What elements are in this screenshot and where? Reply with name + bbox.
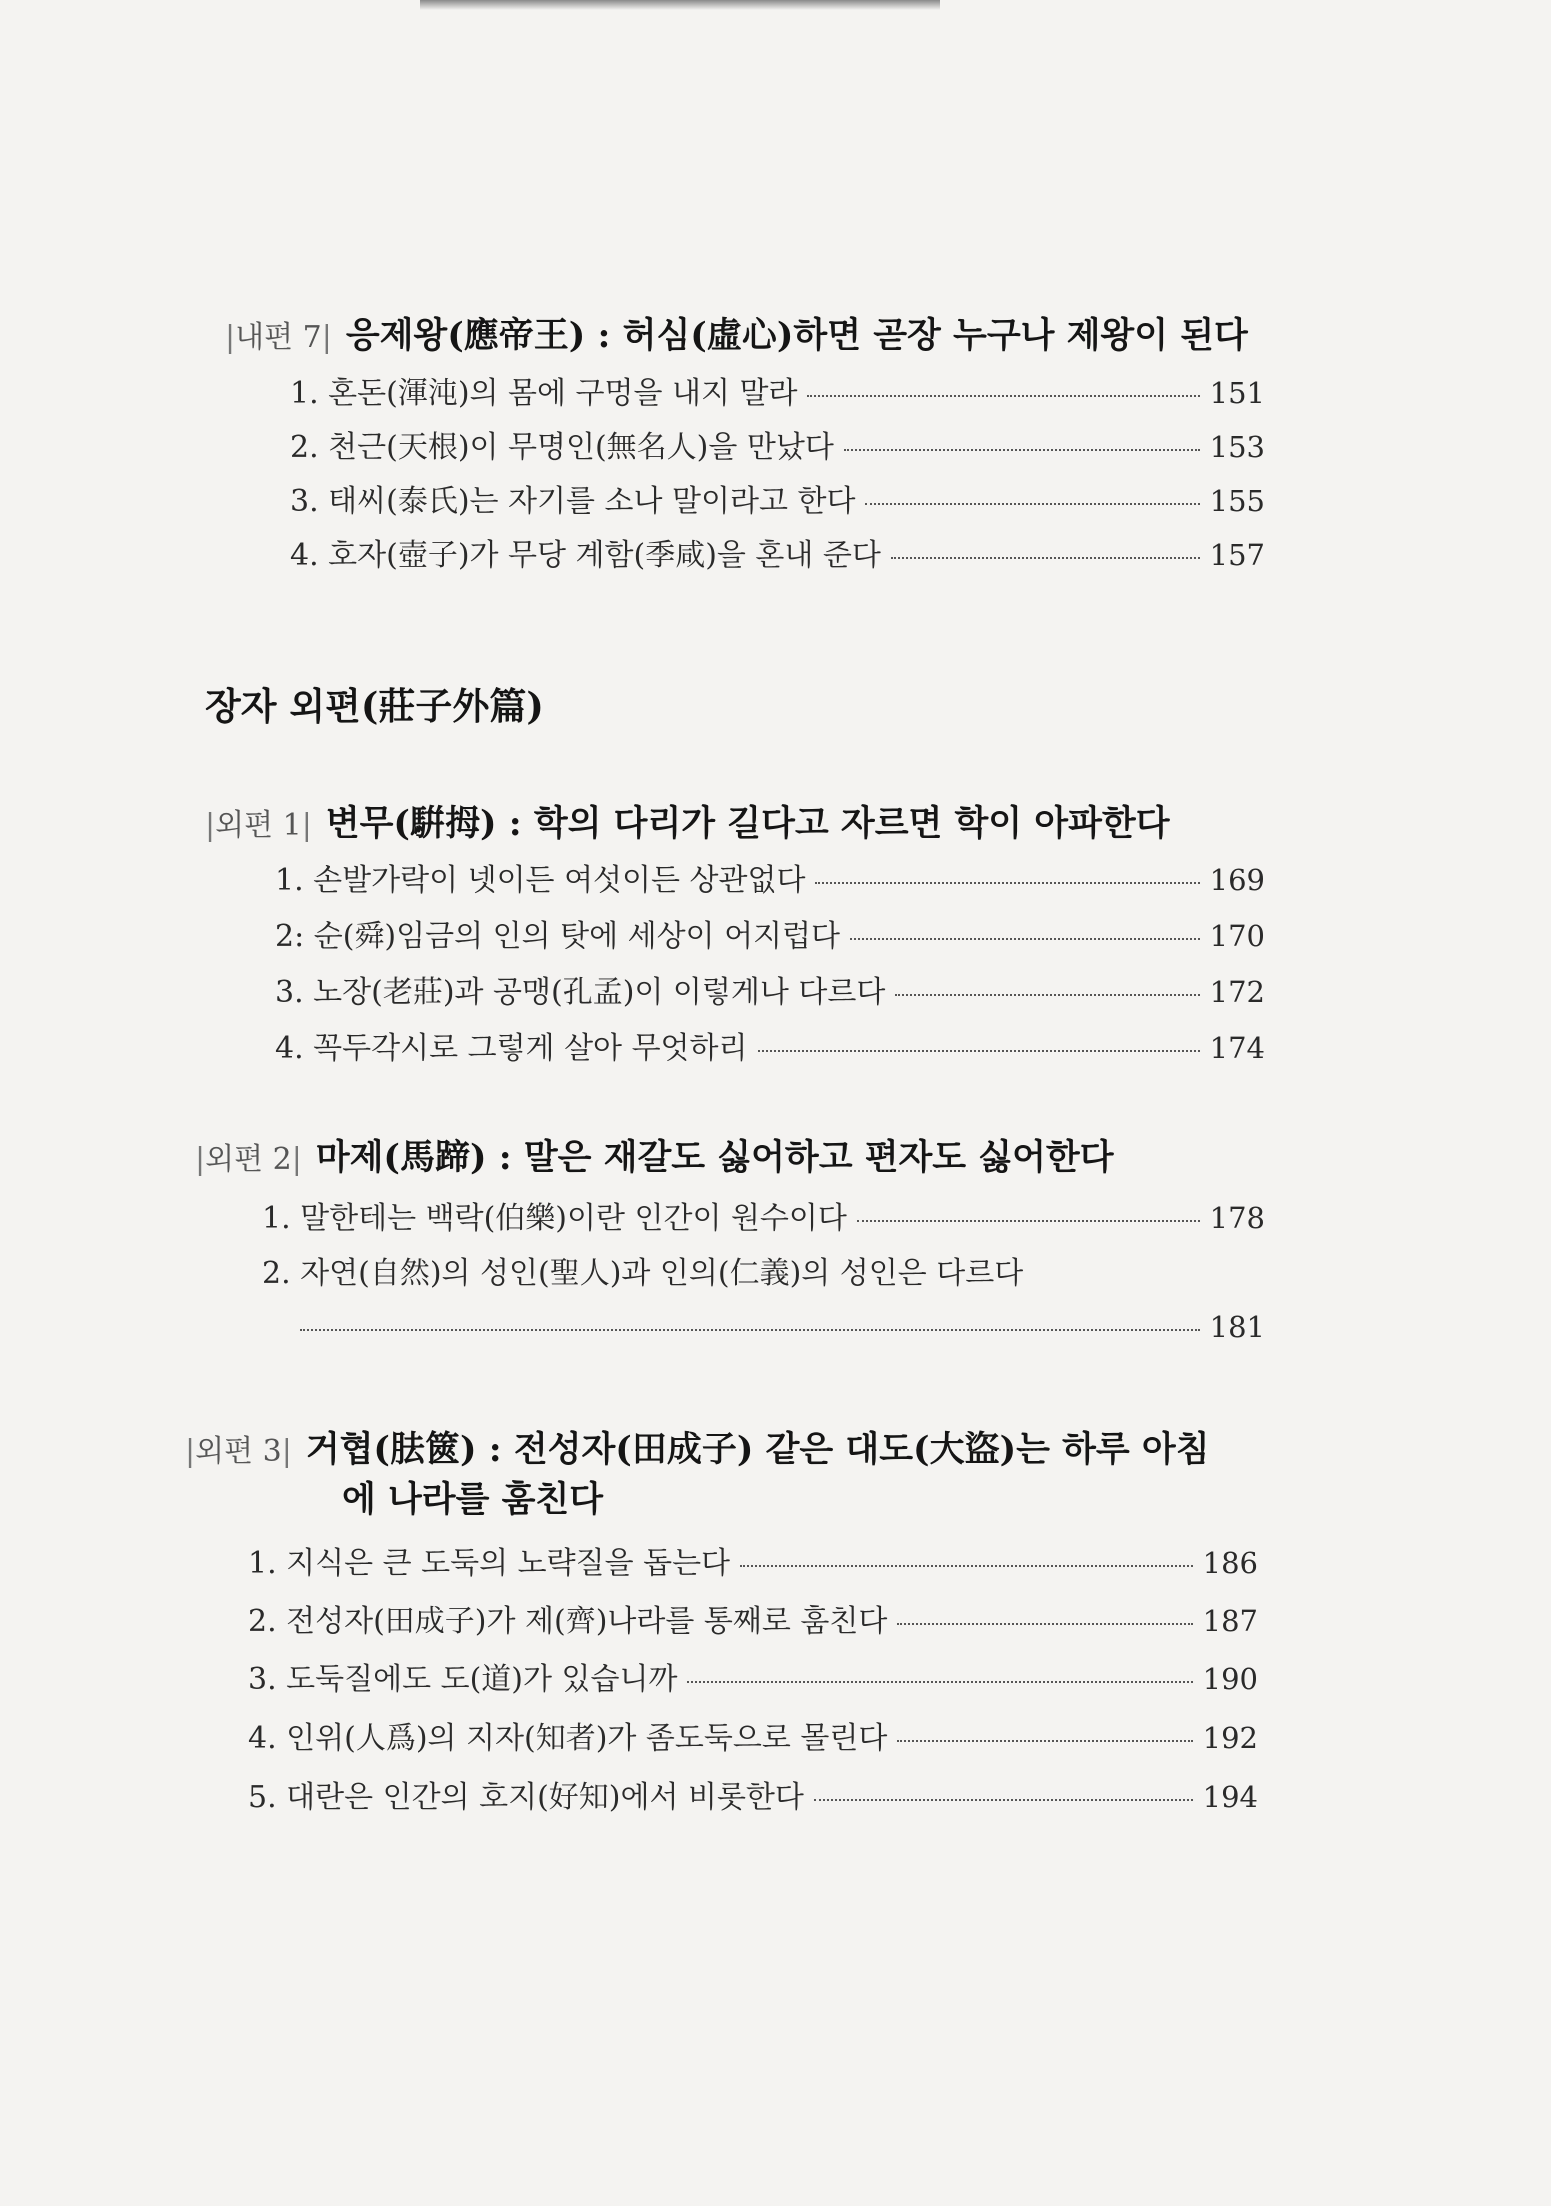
entry-title: 4. 꼭두각시로 그렇게 살아 무엇하리 [275, 1031, 748, 1066]
leader-dots [807, 395, 1199, 397]
leader-dots [844, 449, 1200, 451]
toc-entry[interactable] [275, 967, 1265, 1011]
entry-title: 2: 순(舜)임금의 인의 탓에 세상이 어지럽다 [275, 919, 840, 954]
page-number: 174 [1209, 1031, 1265, 1065]
toc-entry[interactable] [248, 1772, 1258, 1816]
toc-entry[interactable] [262, 1193, 1265, 1237]
chapter-title: 변무(騈拇) : 학의 다리가 길다고 자르면 학이 아파한다 [325, 803, 1170, 844]
page-number: 178 [1209, 1201, 1265, 1235]
leader-dots [300, 1329, 1200, 1331]
entry-title: 2. 전성자(田成子)가 제(齊)나라를 통째로 훔친다 [248, 1604, 888, 1639]
leader-dots [897, 1623, 1192, 1625]
entry-title: 1. 말한테는 백락(伯樂)이란 인간이 원수이다 [262, 1201, 847, 1236]
chapter-title: 거협(胠篋) : 전성자(田成子) 같은 대도(大盜)는 하루 아침 [305, 1429, 1210, 1470]
page-number: 192 [1202, 1721, 1258, 1755]
entry-title: 2. 자연(自然)의 성인(聖人)과 인의(仁義)의 성인은 다르다 [262, 1256, 1024, 1291]
toc-entry[interactable] [290, 422, 1265, 466]
toc-entry-line2[interactable] [300, 1310, 1265, 1344]
entry-title: 2. 천근(天根)이 무명인(無名人)을 만났다 [290, 430, 834, 465]
page-number: 181 [1209, 1310, 1265, 1344]
leader-dots [814, 1799, 1193, 1801]
leader-dots [891, 557, 1200, 559]
leader-dots [897, 1740, 1192, 1742]
chapter-label: |외편 2| [195, 1142, 302, 1177]
toc-entry[interactable] [290, 476, 1265, 520]
chapter-title-continuation: 에 나라를 훔친다 [342, 1479, 604, 1520]
toc-entry[interactable] [275, 855, 1265, 899]
page-number: 169 [1209, 863, 1265, 897]
chapter-title: 응제왕(應帝王) : 허심(虛心)하면 곧장 누구나 제왕이 된다 [345, 315, 1248, 356]
entry-title: 3. 태씨(泰氏)는 자기를 소나 말이라고 한다 [290, 484, 856, 519]
page-number: 155 [1209, 484, 1265, 518]
chapter-label: |내편 7| [225, 320, 332, 355]
toc-entry[interactable] [275, 911, 1265, 955]
leader-dots [857, 1220, 1200, 1222]
entry-title: 3. 노장(老莊)과 공맹(孔孟)이 이렇게나 다르다 [275, 975, 886, 1010]
page-number: 153 [1209, 430, 1265, 464]
toc-entry[interactable] [248, 1596, 1258, 1640]
chapter-label: |외편 1| [205, 808, 312, 843]
leader-dots [740, 1565, 1193, 1567]
entry-title: 5. 대란은 인간의 호지(好知)에서 비롯한다 [248, 1780, 804, 1815]
chapter-heading-inner7 [225, 308, 1248, 358]
entry-title: 1. 혼돈(渾沌)의 몸에 구멍을 내지 말라 [290, 376, 798, 411]
toc-entry[interactable] [248, 1538, 1258, 1582]
toc-entry[interactable] [248, 1654, 1258, 1698]
leader-dots [758, 1050, 1200, 1052]
page-number: 194 [1202, 1780, 1258, 1814]
leader-dots [815, 882, 1199, 884]
leader-dots [865, 503, 1199, 505]
toc-entry[interactable] [248, 1713, 1258, 1757]
chapter-title: 마제(馬蹄) : 말은 재갈도 싫어하고 편자도 싫어한다 [315, 1137, 1114, 1178]
page-edge-shadow-top [420, 0, 940, 10]
toc-entry[interactable] [290, 368, 1265, 412]
page-edge-shadow-bottom [0, 2146, 1551, 2206]
toc-entry[interactable] [290, 530, 1265, 574]
page-number: 151 [1209, 376, 1265, 410]
entry-title: 1. 지식은 큰 도둑의 노략질을 돕는다 [248, 1546, 731, 1581]
page-number: 170 [1209, 919, 1265, 953]
entry-title: 4. 호자(壺子)가 무당 계함(季咸)을 혼내 준다 [290, 538, 881, 573]
entry-title: 1. 손발가락이 넷이든 여섯이든 상관없다 [275, 863, 806, 898]
page-number: 172 [1209, 975, 1265, 1009]
leader-dots [895, 994, 1199, 996]
toc-entry[interactable] [275, 1023, 1265, 1067]
chapter-heading-outer2 [195, 1130, 1114, 1180]
toc-entry-line1[interactable] [262, 1248, 1023, 1292]
page-number: 187 [1202, 1604, 1258, 1638]
entry-title: 4. 인위(人爲)의 지자(知者)가 좀도둑으로 몰린다 [248, 1721, 888, 1756]
leader-dots [850, 938, 1200, 940]
part-title: 장자 외편(莊子外篇) [205, 684, 544, 728]
entry-title: 3. 도둑질에도 도(道)가 있습니까 [248, 1662, 678, 1697]
page-number: 190 [1202, 1662, 1258, 1696]
chapter-heading-outer1 [205, 796, 1170, 846]
page-number: 157 [1209, 538, 1265, 572]
chapter-label: |외편 3| [185, 1434, 292, 1469]
chapter-heading-outer3 [185, 1422, 1210, 1472]
leader-dots [687, 1681, 1192, 1683]
page-number: 186 [1202, 1546, 1258, 1580]
